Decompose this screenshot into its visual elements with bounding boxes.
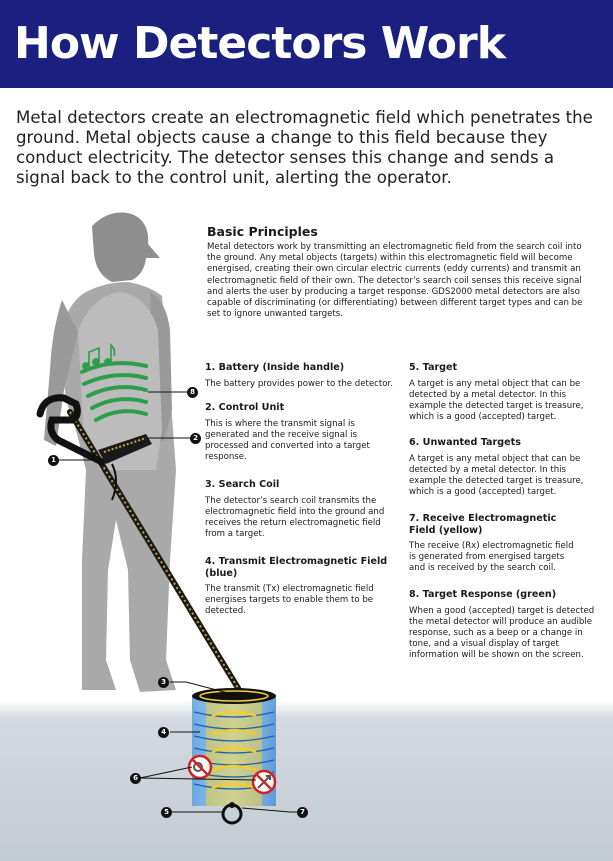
item-title: 6. Unwanted Targets [409, 437, 521, 448]
callout-3: 3 [158, 677, 169, 688]
item-receive-field [409, 513, 581, 575]
item-text: A target is any metal object that can be detected by a metal detector. In this example the detected target is treasure, which is a good (accepted) target. [409, 378, 584, 423]
item-title: 3. Search Coil [205, 479, 280, 490]
item-text: The receive (Rx) electromagnetic field is generated from energised targets and is received by the search coil. [409, 541, 574, 574]
item-transmit-field [205, 556, 401, 618]
callout-8: 8 [187, 387, 198, 398]
item-title: 2. Control Unit [205, 402, 285, 413]
page-title: How Detectors Work [14, 18, 505, 69]
item-target-response [409, 589, 597, 662]
callout-6: 6 [130, 773, 141, 784]
basic-principles-text: Metal detectors work by transmitting an electromagnetic field from the search coil into the ground. Any metal objects (targets) within this electromagnetic field will become energised, creating their own circular electric currents (eddy currents) and transmit an electromagnetic field of their own. The detector’s search coil senses this receive signal and alerts the user by producing a target response. GDS2000 metal detectors are also capable of discriminating (or differentiating) between different target types and can be set to ignore unwanted targets. [207, 242, 583, 320]
item-title: 4. Transmit Electromagnetic Field (blue) [205, 556, 388, 579]
callout-4: 4 [158, 727, 169, 738]
item-title: 1. Battery (Inside handle) [205, 362, 345, 373]
ground [0, 700, 613, 861]
item-title: 8. Target Response (green) [409, 589, 557, 600]
unwanted-target-crossed-icon [189, 756, 211, 778]
item-text: When a good (accepted) target is detected the metal detector will produce an audible response, such as a beep or a change in tone, and a visual display of target information will be shown on the screen. [409, 605, 595, 661]
item-text: This is where the transmit signal is generated and the receive signal is processed and converted into a target response. [205, 418, 370, 463]
item-text: The detector’s search coil transmits the electromagnetic field into the ground and receives the return electromagnetic field from a target. [205, 495, 385, 540]
basic-principles-title: Basic Principles [207, 224, 318, 239]
intro-paragraph: Metal detectors create an electromagnetic field which penetrates the ground. Metal objects cause a change to this field because they conduct electricity. The detector senses this change and sends a signal back to the control unit, alerting the operator. [16, 108, 593, 187]
item-title: 7. Receive Electromagnetic Field (yellow) [409, 513, 557, 536]
callout-5: 5 [161, 807, 172, 818]
callout-2: 2 [190, 433, 201, 444]
item-control-unit [205, 402, 393, 463]
item-title: 5. Target [409, 362, 458, 373]
item-battery [205, 362, 393, 390]
item-search-coil [205, 479, 393, 540]
item-target [409, 362, 597, 423]
callout-1: 1 [48, 455, 59, 466]
item-text: A target is any metal object that can be detected by a metal detector. In this example the detected target is treasure, which is a good (accepted) target. [409, 453, 584, 498]
item-text: The transmit (Tx) electromagnetic field energises targets to enable them to be detected. [205, 584, 374, 617]
unwanted-target-crossed-icon [253, 771, 275, 793]
item-text: The battery provides power to the detector. [205, 378, 394, 389]
item-unwanted-targets [409, 437, 597, 498]
callout-7: 7 [297, 807, 308, 818]
